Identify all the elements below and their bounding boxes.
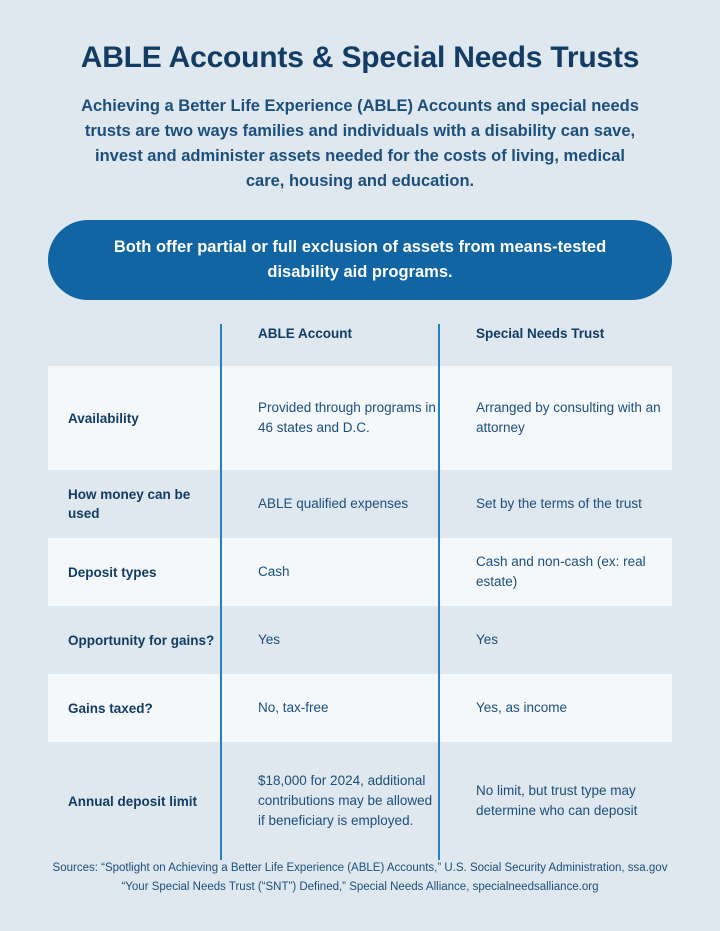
page-title: ABLE Accounts & Special Needs Trusts xyxy=(80,41,640,74)
row-label: Annual deposit limit xyxy=(68,793,198,809)
row-label: Gains taxed? xyxy=(68,700,153,716)
row-value-snt: Set by the terms of the trust xyxy=(476,496,642,511)
table-row xyxy=(48,366,672,470)
column-header-snt: Special Needs Trust xyxy=(476,326,605,341)
row-value-snt: Yes xyxy=(476,632,499,647)
row-value-able: Provided through programs in 46 states and D.C. xyxy=(258,400,436,435)
row-value-snt: Arranged by consulting with an attorney xyxy=(476,400,661,435)
row-value-snt: Yes, as income xyxy=(476,700,568,715)
table-row xyxy=(48,606,672,674)
table-row xyxy=(48,742,672,860)
row-value-able: $18,000 for 2024, additional contributions may be allowed if beneficiary is employed. xyxy=(258,773,433,828)
row-value-able: No, tax-free xyxy=(258,700,329,715)
row-label: How money can be used xyxy=(68,487,191,521)
callout-banner xyxy=(48,220,672,300)
page-subtitle: Achieving a Better Life Experience (ABLE) Accounts and special needs trusts are two ways families and individuals with a disability can save, invest and administer assets needed for the costs of living, medical care, housing and education. xyxy=(81,97,639,190)
table-row xyxy=(48,538,672,606)
source-line-2: “Your Special Needs Trust (“SNT”) Defined,” Special Needs Alliance, specialneedsalliance.org xyxy=(121,881,599,893)
row-value-able: Cash xyxy=(258,564,290,579)
row-label: Availability xyxy=(68,410,139,426)
table-header-row xyxy=(48,324,672,366)
row-value-able: Yes xyxy=(258,632,281,647)
sources-block xyxy=(0,859,720,897)
row-label: Opportunity for gains? xyxy=(68,632,215,648)
column-header-able: ABLE Account xyxy=(258,326,352,341)
callout-text: Both offer partial or full exclusion of assets from means-tested disability aid programs. xyxy=(113,238,607,281)
column-divider-left xyxy=(220,324,222,860)
comparison-table xyxy=(48,324,672,860)
column-header-blank xyxy=(48,324,220,326)
row-value-snt: No limit, but trust type may determine who can deposit xyxy=(476,783,638,818)
table-row xyxy=(48,674,672,742)
column-divider-right xyxy=(438,324,440,860)
row-value-snt: Cash and non-cash (ex: real estate) xyxy=(476,554,646,589)
row-value-able: ABLE qualified expenses xyxy=(258,496,409,511)
table-row xyxy=(48,470,672,538)
source-line-1: Sources: “Spotlight on Achieving a Better Life Experience (ABLE) Accounts,” U.S. Social Security Administration, ssa.gov xyxy=(52,862,668,874)
row-label: Deposit types xyxy=(68,564,157,580)
